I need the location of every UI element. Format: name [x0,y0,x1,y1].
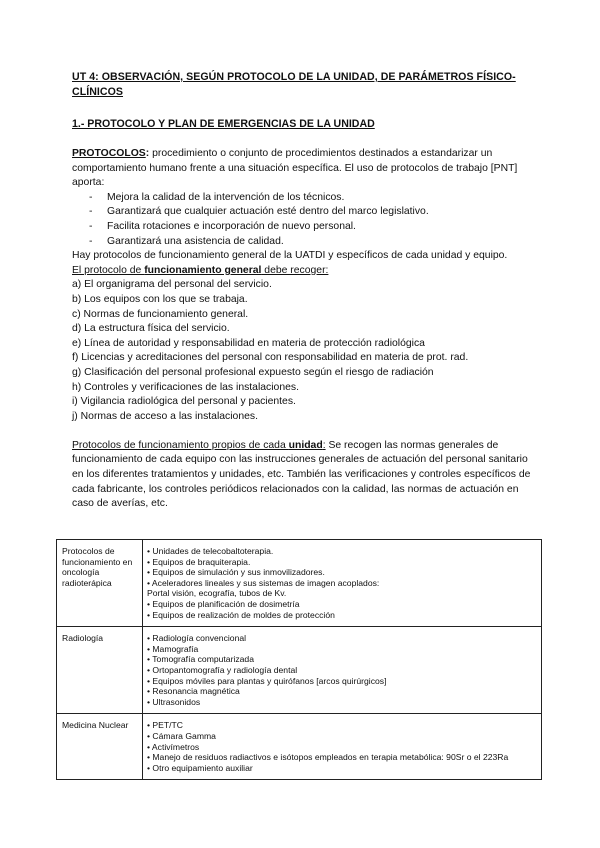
list-item: - Facilita rotaciones e incorporación de nuevo personal. [89,220,538,235]
list-item: - Garantizará una asistencia de calidad. [89,235,538,250]
protocol-types-text: Hay protocolos de funcionamiento general de la UATDI y específicos de cada unidad y equipo. [72,250,508,262]
equipment-table [56,539,542,780]
benefits-list [72,191,538,249]
table-item: • Otro equipamiento auxiliar [147,762,253,773]
list-item: c) Normas de funcionamiento general. [72,308,249,320]
list-item: j) Normas de acceso a las instalaciones. [72,410,258,422]
list-item: h) Controles y verificaciones de las instalaciones. [72,381,299,393]
list-item: b) Los equipos con los que se trabaja. [72,293,248,305]
table-item: • PET/TC [147,720,183,731]
list-item: g) Clasificación del personal profesional expuesto según el riesgo de radiación [72,366,434,378]
list-item: e) Línea de autoridad y responsabilidad en materia de protección radiológica [72,337,425,349]
table-row [57,540,542,627]
table-item: • Resonancia magnética [147,686,240,697]
table-item: • Unidades de telecobaltoterapia. [147,546,274,556]
table-row [57,714,542,780]
unit-protocol-paragraph: Protocolos de funcionamiento propios de cada unidad: Se recogen las normas generales de funcionamiento de cada equipo con las instrucciones generales de actuación del personal sanitario en los diferentes tratamientos y unidades, etc. También las verificaciones y controles específicos de cada fabricante, los controles periódicos relacionados con la calidad, las normas de actuación en caso de averías, etc. [72,439,531,510]
table-item: • Mamografía [147,643,199,654]
row-label: Medicina Nuclear [57,714,143,780]
table-item: • Aceleradores lineales y sus sistemas de imagen acoplados: [147,577,380,588]
table-item: • Tomografía computarizada [147,654,254,665]
list-item: i) Vigilancia radiológica del personal y pacientes. [72,396,296,408]
table-item: Portal visión, ecografía, tubos de Kv. [147,588,287,599]
table-row [57,627,542,714]
table-item: • Equipos móviles para plantas y quirófanos [arcos quirúrgicos] [147,675,387,686]
table-item: • Ultrasonidos [147,696,201,707]
list-item: d) La estructura física del servicio. [72,323,230,335]
row-items [143,714,542,780]
protocolos-term: PROTOCOLOS [72,148,146,159]
document-page [72,70,538,512]
table-item: • Equipos de planificación de dosimetría [147,598,300,609]
list-item: f) Licencias y acreditaciones del personal con responsabilidad en materia de prot. rad. [72,352,469,364]
row-label: Radiología [57,627,143,714]
table-item: • Manejo de residuos radiactivos e isótopos empleados en terapia metabólica: 90Sr o el 223Ra [147,752,509,763]
list-item: - Mejora la calidad de la intervención de los técnicos. [89,191,538,206]
list-item: - Garantizará que cualquier actuación esté dentro del marco legislativo. [89,205,538,220]
protocolos-definition: PROTOCOLOS: procedimiento o conjunto de procedimientos destinados a estandarizar un comportamiento humano frente a una situación específica. El uso de protocolos de trabajo [PNT] aporta: [72,148,518,189]
section-heading: 1.- PROTOCOLO Y PLAN DE EMERGENCIAS DE LA UNIDAD [72,118,375,130]
table-item: • Activímetros [147,741,200,752]
general-items-list [72,278,538,424]
row-items [143,627,542,714]
list-item: a) El organigrama del personal del servicio. [72,279,272,291]
table-item: • Equipos de simulación y sus inmovilizadores. [147,567,325,578]
table-item: • Equipos de realización de moldes de protección [147,609,335,620]
general-protocol-intro: El protocolo de funcionamiento general debe recoger: [72,264,329,276]
document-title: UT 4: OBSERVACIÓN, SEGÚN PROTOCOLO DE LA UNIDAD, DE PARÁMETROS FÍSICO-CLÍNICOS [72,71,516,98]
table-item: • Ortopantomografía y radiología dental [147,664,298,675]
table-item: • Equipos de braquiterapia. [147,556,251,567]
row-label: Protocolos de funcionamiento en oncología radioterápica [57,540,143,627]
table-item: • Radiología convencional [147,633,247,644]
row-items [143,540,542,627]
table-item: • Cámara Gamma [147,730,216,741]
